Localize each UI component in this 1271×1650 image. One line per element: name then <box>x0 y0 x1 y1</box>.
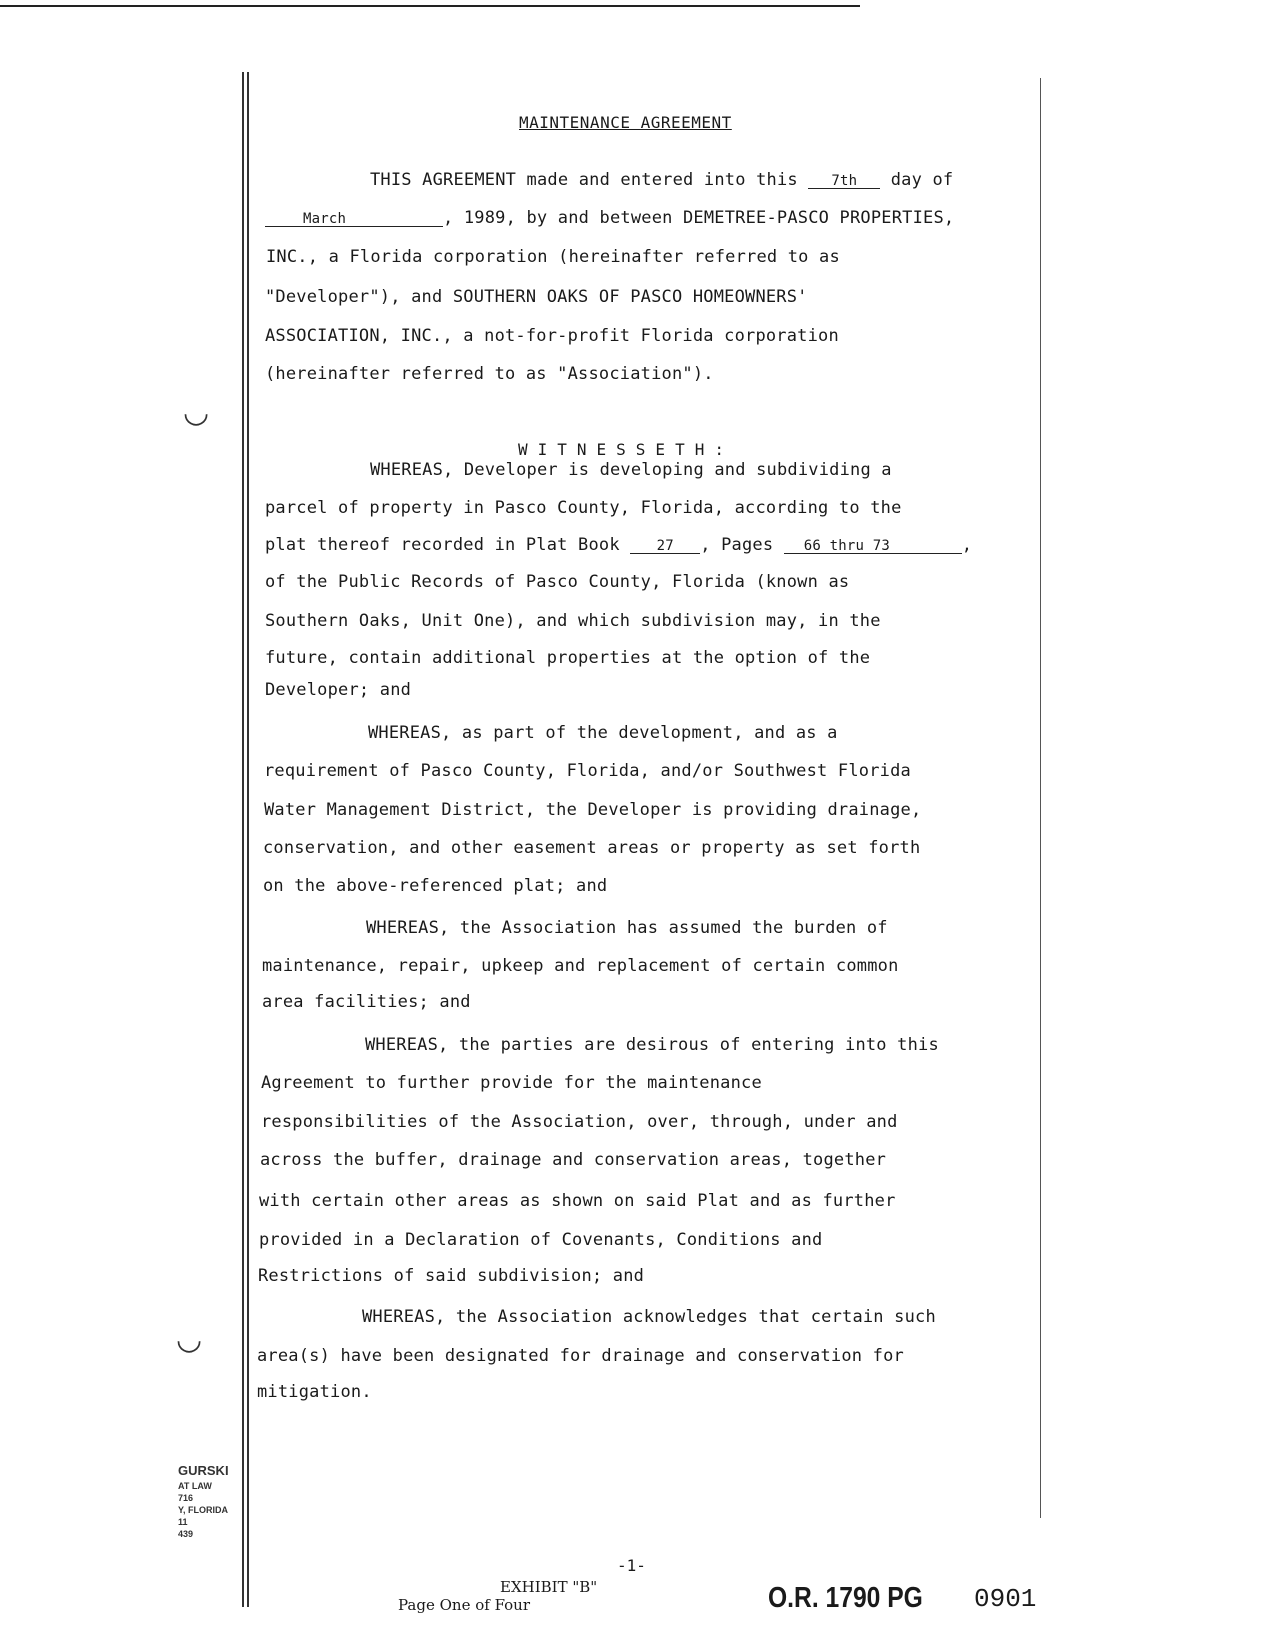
p2-line-5: on the above-referenced plat; and <box>263 876 608 896</box>
intro-line-5: ASSOCIATION, INC., a not-for-profit Florida corporation <box>265 326 839 346</box>
p5-line-3: mitigation. <box>257 1382 372 1402</box>
p2-line-4: conservation, and other easement areas or property as set forth <box>263 838 921 858</box>
p5-line-1: WHEREAS, the Association acknowledges that certain such <box>362 1307 936 1327</box>
p2-line-2: requirement of Pasco County, Florida, and/or Southwest Florida <box>264 761 911 781</box>
day-fill-in: 7th <box>808 174 880 189</box>
intro-line-3: INC., a Florida corporation (hereinafter referred to as <box>266 247 840 267</box>
document-title: MAINTENANCE AGREEMENT <box>519 113 732 132</box>
p2-line-3: Water Management District, the Developer is providing drainage, <box>264 800 922 820</box>
p3-line-3: area facilities; and <box>262 992 471 1012</box>
official-records-book-stamp: O.R. 1790 PG <box>768 1582 923 1614</box>
p4-line-6: provided in a Declaration of Covenants, Conditions and <box>259 1230 823 1250</box>
punch-hole-mark-icon: ◡ <box>176 1322 203 1357</box>
p1-line-2: parcel of property in Pasco County, Florida, according to the <box>265 498 902 518</box>
p2-line-1: WHEREAS, as part of the development, and as a <box>368 723 838 743</box>
p3-line-2: maintenance, repair, upkeep and replacement of certain common <box>262 956 899 976</box>
punch-hole-mark-icon: ◡ <box>183 395 210 430</box>
p3-line-1: WHEREAS, the Association has assumed the burden of <box>366 918 888 938</box>
top-rule <box>0 5 860 7</box>
right-margin-line <box>1040 78 1041 1518</box>
plat-pages-fill-in: 66 thru 73 <box>784 539 962 554</box>
p4-line-7: Restrictions of said subdivision; and <box>258 1266 645 1286</box>
p4-line-4: across the buffer, drainage and conservation areas, together <box>260 1150 887 1170</box>
left-margin-line-inner <box>247 72 249 1607</box>
intro-line-6: (hereinafter referred to as "Association"). <box>265 364 714 384</box>
p1-line-3: plat thereof recorded in Plat Book 27 , Pages 66 thru 73 , <box>265 535 973 555</box>
official-records-page-number: 0901 <box>974 1584 1037 1614</box>
month-fill-in: March <box>265 212 443 227</box>
witnesseth-heading: WITNESSETH: <box>518 440 734 459</box>
intro-line-1: THIS AGREEMENT made and entered into this 7th day of <box>370 170 954 190</box>
attorney-side-stamp: GURSKI AT LAW 716 Y, FLORIDA 11 439 <box>178 1463 229 1540</box>
page-of-label: Page One of Four <box>398 1596 531 1614</box>
p4-line-3: responsibilities of the Association, over, through, under and <box>261 1112 898 1132</box>
p1-line-1: WHEREAS, Developer is developing and subdividing a <box>370 460 892 480</box>
p1-line-6: future, contain additional properties at the option of the <box>265 648 871 668</box>
p1-line-5: Southern Oaks, Unit One), and which subdivision may, in the <box>265 611 881 631</box>
intro-line-4: "Developer"), and SOUTHERN OAKS OF PASCO HOMEOWNERS' <box>265 287 808 307</box>
exhibit-label: EXHIBIT "B" <box>500 1578 598 1596</box>
p4-line-1: WHEREAS, the parties are desirous of entering into this <box>365 1035 939 1055</box>
left-margin-line <box>242 72 244 1607</box>
page-number: -1- <box>617 1556 646 1575</box>
p4-line-5: with certain other areas as shown on said Plat and as further <box>259 1191 896 1211</box>
p5-line-2: area(s) have been designated for drainage and conservation for <box>257 1346 904 1366</box>
intro-line-2: March , 1989, by and between DEMETREE-PASCO PROPERTIES, <box>265 208 954 228</box>
p1-line-4: of the Public Records of Pasco County, Florida (known as <box>265 572 850 592</box>
plat-book-fill-in: 27 <box>630 539 700 554</box>
p4-line-2: Agreement to further provide for the maintenance <box>261 1073 762 1093</box>
p1-line-7: Developer; and <box>265 680 412 700</box>
